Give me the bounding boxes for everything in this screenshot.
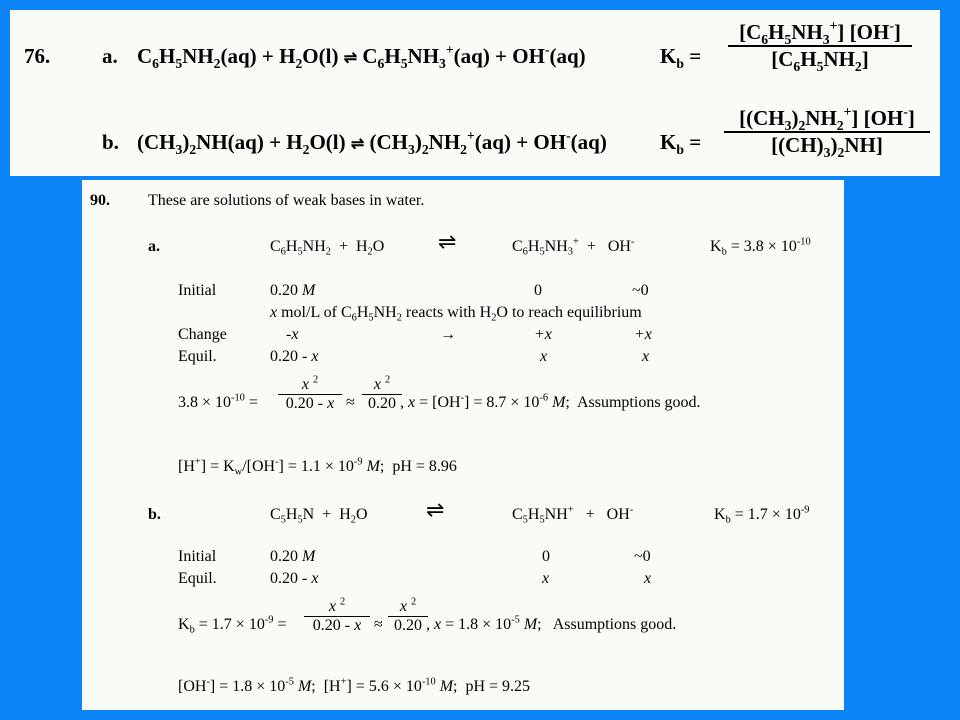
equil-label: Equil. bbox=[178, 348, 217, 365]
part-a-label: a. bbox=[102, 44, 118, 68]
numerator: x $^2$ bbox=[373, 374, 391, 393]
part-b-kb-fraction bbox=[724, 106, 930, 158]
calc-fraction-exact bbox=[278, 376, 342, 413]
kb-value: $K_b = 1.7 \times 10^{-9}$ bbox=[714, 504, 810, 526]
part-b-equation: $(CH_3)_2NH(aq) + H_2O(l)$ ⇌ $(CH_3)_2NH_2^+(aq) + OH^-(aq)$ bbox=[137, 128, 607, 157]
problem-76-panel bbox=[10, 10, 940, 176]
problem-number: 90. bbox=[90, 192, 110, 209]
arrow-icon: → bbox=[440, 326, 456, 343]
part-b-label: b. bbox=[148, 506, 161, 523]
calc-fraction-exact bbox=[304, 598, 370, 635]
approx-symbol: ≈ bbox=[374, 616, 383, 633]
calc-result: , $x = [OH^-] = 8.7 \times 10^{-6}$ M; Assumptions good. bbox=[400, 392, 701, 411]
equil-label: Equil. bbox=[178, 570, 217, 587]
approx-symbol: ≈ bbox=[346, 394, 355, 411]
part-a-kb-label: $K_b$ = bbox=[660, 44, 702, 71]
kb-value: $K_b = 3.8 \times 10^{-10}$ bbox=[710, 236, 811, 258]
initial-product-1: 0 bbox=[534, 282, 542, 299]
equil-product-1: x bbox=[542, 570, 550, 587]
part-a-kb-fraction bbox=[728, 20, 912, 72]
part-a-label: a. bbox=[148, 238, 160, 255]
denominator: 0.20 bbox=[368, 395, 396, 412]
part-b-label: b. bbox=[102, 130, 119, 154]
initial-product-1: 0 bbox=[542, 548, 550, 565]
reactant-1: $C_5H_5N + H_2O$ bbox=[270, 506, 368, 526]
kb-numerator: $[(CH_3)_2NH_2^+]$ [OH-] bbox=[739, 104, 915, 133]
equil-product-2: x bbox=[642, 348, 650, 365]
change-product-2: +x bbox=[634, 326, 652, 343]
denominator: 0.20 bbox=[394, 617, 422, 634]
part-b-kb-label: $K_b$ = bbox=[660, 130, 702, 157]
equilibrium-arrow-icon: ⇌ bbox=[438, 230, 457, 255]
initial-label: Initial bbox=[178, 282, 217, 299]
calc-fraction-approx bbox=[362, 376, 402, 413]
problem-90-panel bbox=[82, 180, 844, 710]
reaction-note: x mol/L of $C_6H_5NH_2$ reacts with $H_2O$ to reach equilibrium bbox=[270, 304, 642, 324]
equilibrium-arrow-icon: ⇌ bbox=[426, 498, 445, 523]
calc-lhs: $K_b = 1.7 \times 10^{-9}$ = bbox=[178, 614, 287, 636]
kb-denominator: $[(CH)_3)_2NH$] bbox=[771, 133, 883, 160]
problem-intro: These are solutions of weak bases in water. bbox=[148, 192, 425, 209]
denominator: 0.20 - x bbox=[312, 617, 362, 634]
final-result: $[H^+] = K_w/[OH^-] = 1.1 \times 10^{-9}$ M; pH = 8.96 bbox=[178, 456, 457, 478]
initial-value: 0.20 M bbox=[270, 282, 316, 299]
change-product-1: +x bbox=[534, 326, 552, 343]
reactant-1: $C_6H_5NH_2 + H_2O$ bbox=[270, 238, 385, 258]
kb-numerator: $[C_6H_5NH_3^+]$ [OH-] bbox=[739, 18, 901, 47]
change-value: -x bbox=[286, 326, 299, 343]
initial-value: 0.20 M bbox=[270, 548, 316, 565]
part-a-equation: $C_6H_5NH_2(aq) + H_2O(l)$ ⇌ $C_6H_5NH_3^+(aq) + OH^-(aq)$ bbox=[137, 42, 586, 71]
equil-product-2: x bbox=[644, 570, 652, 587]
final-result: $[OH^-] = 1.8 \times 10^{-5}$ M; $[H^+] = 5.6 \times 10^{-10}$ M; pH = 9.25 bbox=[178, 676, 531, 695]
kb-denominator: $[C_6H_5NH_2]$ bbox=[771, 47, 869, 74]
initial-product-2: ~0 bbox=[634, 548, 651, 565]
equil-product-1: x bbox=[540, 348, 548, 365]
problem-number: 76. bbox=[24, 44, 51, 68]
initial-product-2: ~0 bbox=[632, 282, 649, 299]
equil-value: 0.20 - x bbox=[270, 570, 319, 587]
numerator: x $^2$ bbox=[328, 596, 346, 615]
denominator: 0.20 - x bbox=[285, 395, 335, 412]
equil-value: 0.20 - x bbox=[270, 348, 319, 365]
numerator: x $^2$ bbox=[301, 374, 319, 393]
calc-result: , $x = 1.8 \times 10^{-5}$ M; Assumptions good. bbox=[426, 614, 677, 633]
calc-fraction-approx bbox=[388, 598, 428, 635]
initial-label: Initial bbox=[178, 548, 217, 565]
calc-lhs: $3.8 \times 10^{-10}$ = bbox=[178, 392, 258, 411]
products: $C_6H_5NH_3^+ + OH^-$ bbox=[512, 236, 635, 258]
products: $C_5H_5NH^+ + OH^-$ bbox=[512, 504, 634, 526]
change-label: Change bbox=[178, 326, 227, 343]
numerator: x $^2$ bbox=[399, 596, 417, 615]
